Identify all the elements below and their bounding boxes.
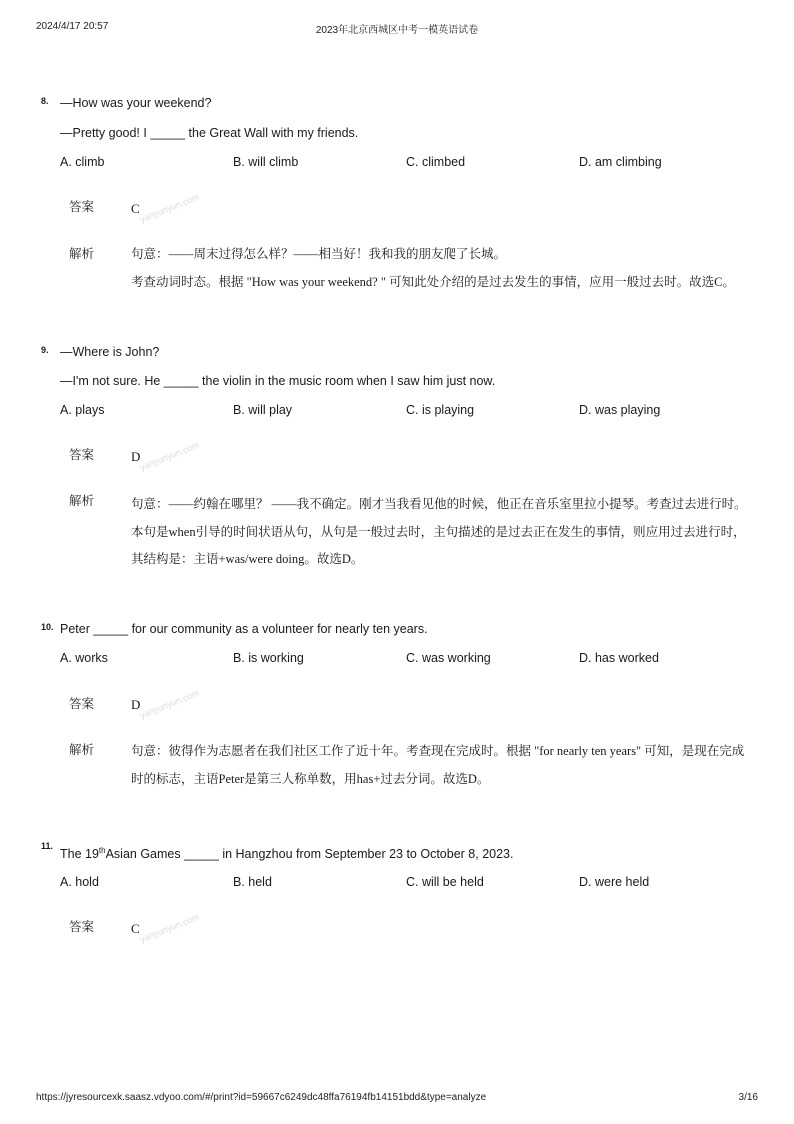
option-b: B. will play (233, 403, 293, 417)
option-b: B. held (233, 875, 272, 889)
answer-label: 答案 (69, 697, 95, 711)
answer-value: C (131, 921, 140, 936)
question-number: 11. (41, 841, 54, 851)
question-number: 9. (41, 345, 49, 355)
analysis-label: 解析 (69, 743, 95, 757)
option-b: B. will climb (233, 155, 299, 169)
question-line: Peter _____ for our community as a volunteer for nearly ten years. (60, 622, 428, 636)
analysis-line: 其结构是：主语+was/were doing。故选D。 (131, 552, 364, 566)
question-text-start: The 19 (60, 847, 99, 862)
ordinal-suffix: th (98, 846, 106, 855)
question-text-end: Asian Games _____ in Hangzhou from September 23 to October 8, 2023. (105, 847, 514, 862)
question-line: —How was your weekend? (60, 96, 212, 110)
analysis-label: 解析 (69, 494, 95, 508)
question-line (60, 846, 513, 861)
watermark: yanyunyun.com (138, 191, 201, 225)
analysis-text (131, 241, 753, 296)
option-a: A. climb (60, 155, 105, 169)
analysis-text (131, 491, 753, 574)
analysis-line: 考查动词时态。根据 "How was your weekend? " 可知此处介绍的是过去发生的事情，应用一般过去时。故选C。 (131, 274, 735, 289)
analysis-line: 句意：——周末过得怎么样？——相当好！我和我的朋友爬了长城。 (131, 247, 507, 261)
analysis-line: 句意：彼得作为志愿者在我们社区工作了近十年。考查现在完成时。根据 "for nearly ten years" 可知，是现在完成 (131, 744, 745, 758)
watermark: yanyunyun.com (138, 439, 201, 473)
option-c: C. was working (406, 651, 491, 665)
option-c: C. climbed (406, 155, 466, 169)
document-title: 2023年北京西城区中考一模英语试卷 (315, 25, 479, 36)
question-number: 8. (41, 96, 49, 106)
footer-url: https://jyresourcexk.saasz.vdyoo.com/#/print?id=59667c6249dc48ffa76194fb14151bdd&type=analyze (36, 1092, 487, 1103)
answer-value: D (131, 449, 141, 464)
analysis-label: 解析 (69, 247, 95, 261)
question-number: 10. (41, 622, 54, 632)
analysis-line: 本句是when引导的时间状语从句，从句是一般过去时，主句描述的是过去正在发生的事情，则应用过去进行时， (131, 524, 746, 539)
question-line: —I'm not sure. He _____ the violin in the music room when I saw him just now. (60, 374, 496, 388)
option-d: D. was playing (579, 403, 661, 417)
answer-value: D (131, 697, 141, 712)
option-c: C. will be held (406, 875, 484, 889)
watermark: yanyunyun.com (138, 911, 201, 945)
option-d: D. has worked (579, 651, 659, 665)
option-b: B. is working (233, 651, 304, 665)
analysis-text (131, 738, 753, 793)
option-a: A. plays (60, 403, 105, 417)
option-d: D. were held (579, 875, 650, 889)
answer-label: 答案 (69, 920, 95, 934)
answer-value: C (131, 201, 140, 216)
analysis-line: 句意：——约翰在哪里？ ——我不确定。刚才当我看见他的时候，他正在音乐室里拉小提琴。考查过去进行时。 (131, 497, 747, 511)
option-a: A. hold (60, 875, 99, 889)
question-line: —Where is John? (60, 345, 160, 359)
question-line: —Pretty good! I _____ the Great Wall with my friends. (60, 126, 359, 140)
option-d: D. am climbing (579, 155, 662, 169)
answer-label: 答案 (69, 200, 95, 214)
analysis-line: 时的标志，主语Peter是第三人称单数，用has+过去分词。故选D。 (131, 771, 490, 786)
answer-label: 答案 (69, 448, 95, 462)
watermark: yanyunyun.com (138, 687, 201, 721)
option-a: A. works (60, 651, 108, 665)
page-number: 3/16 (738, 1092, 758, 1103)
print-datetime: 2024/4/17 20:57 (36, 21, 109, 32)
option-c: C. is playing (406, 403, 475, 417)
